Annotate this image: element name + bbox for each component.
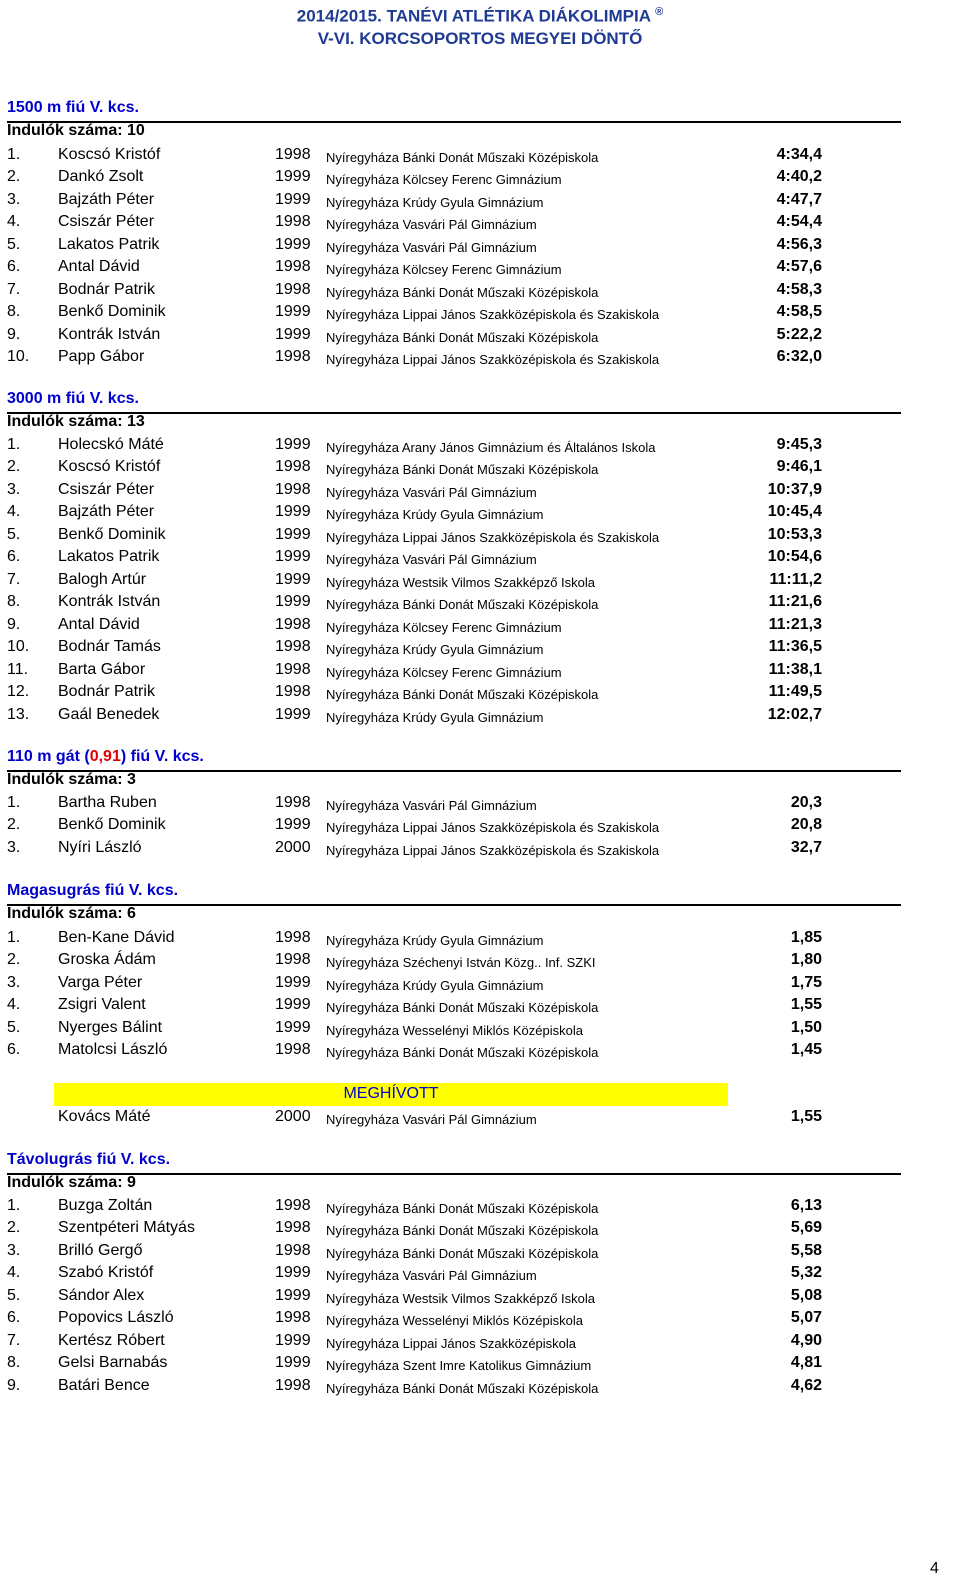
birth-year: 1998 xyxy=(275,661,311,678)
school-name: Nyíregyháza Kölcsey Ferenc Gimnázium xyxy=(326,620,562,635)
rank-cell: 8. xyxy=(7,593,21,610)
invited-banner xyxy=(54,1083,728,1106)
result-value: 4:58,3 xyxy=(776,281,822,298)
birth-year: 1999 xyxy=(275,168,311,185)
school-name: Nyíregyháza Lippai János Szakközépiskola és Szakiskola xyxy=(326,352,660,367)
event-title xyxy=(7,748,204,766)
birth-year: 2000 xyxy=(275,839,311,856)
birth-year: 1998 xyxy=(275,1377,311,1394)
athlete-name: Antal Dávid xyxy=(58,616,140,633)
birth-year: 1998 xyxy=(275,458,311,475)
athlete-name: Brilló Gergő xyxy=(58,1242,143,1259)
athlete-name: Bodnár Tamás xyxy=(58,638,161,655)
rank-cell: 5. xyxy=(7,526,21,543)
result-value: 4:56,3 xyxy=(776,236,822,253)
result-row xyxy=(7,1242,901,1264)
result-row xyxy=(7,974,901,996)
result-row xyxy=(7,616,901,638)
result-value: 11:21,3 xyxy=(768,616,822,633)
result-row xyxy=(7,1309,901,1331)
result-value: 6,13 xyxy=(790,1197,822,1214)
birth-year: 1999 xyxy=(275,1264,311,1281)
athlete-name: Antal Dávid xyxy=(58,258,140,275)
athlete-name: Papp Gábor xyxy=(58,348,145,365)
athlete-name: Lakatos Patrik xyxy=(58,548,160,565)
birth-year: 1999 xyxy=(275,326,311,343)
result-value: 11:36,5 xyxy=(768,638,822,655)
result-row xyxy=(7,1377,901,1399)
result-value: 11:49,5 xyxy=(768,683,822,700)
school-name: Nyíregyháza Vasvári Pál Gimnázium xyxy=(326,485,537,500)
rank-cell: 1. xyxy=(7,1197,21,1214)
athlete-name: Matolcsi László xyxy=(58,1041,168,1058)
rank-cell: 1. xyxy=(7,794,21,811)
athlete-name: Buzga Zoltán xyxy=(58,1197,153,1214)
birth-year: 1998 xyxy=(275,1041,311,1058)
result-value: 1,45 xyxy=(790,1041,822,1058)
athlete-name: Kontrák István xyxy=(58,326,161,343)
school-name: Nyíregyháza Wesselényi Miklós Középiskola xyxy=(326,1313,583,1328)
registered-mark: ® xyxy=(655,6,664,18)
rank-cell: 9. xyxy=(7,1377,21,1394)
school-name: Nyíregyháza Kölcsey Ferenc Gimnázium xyxy=(326,172,562,187)
result-value: 11:21,6 xyxy=(768,593,822,610)
result-row xyxy=(7,503,901,525)
school-name: Nyíregyháza Lippai János Szakközépiskola és Szakiskola xyxy=(326,307,660,322)
result-row xyxy=(7,661,901,683)
result-value: 10:37,9 xyxy=(767,481,822,498)
rank-cell: 4. xyxy=(7,996,21,1013)
rank-cell: 3. xyxy=(7,191,21,208)
result-value: 5,08 xyxy=(790,1287,822,1304)
school-name: Nyíregyháza Bánki Donát Műszaki Középiskola xyxy=(326,150,599,165)
birth-year: 1998 xyxy=(275,638,311,655)
invited-label: MEGHÍVOTT xyxy=(343,1085,439,1102)
rank-cell: 7. xyxy=(7,281,21,298)
athlete-name: Groska Ádám xyxy=(58,951,156,968)
section-divider xyxy=(7,904,901,906)
athlete-name: Bodnár Patrik xyxy=(58,683,155,700)
rank-cell: 2. xyxy=(7,816,21,833)
athlete-name: Benkő Dominik xyxy=(58,816,166,833)
school-name: Nyíregyháza Vasvári Pál Gimnázium xyxy=(326,1112,537,1127)
rank-cell: 7. xyxy=(7,1332,21,1349)
rank-cell: 1. xyxy=(7,146,21,163)
rank-cell: 5. xyxy=(7,1287,21,1304)
birth-year: 1998 xyxy=(275,683,311,700)
birth-year: 1999 xyxy=(275,1332,311,1349)
result-row xyxy=(7,638,901,660)
result-value: 1,85 xyxy=(790,929,822,946)
school-name: Nyíregyháza Westsik Vilmos Szakképző Iskola xyxy=(326,575,596,590)
athlete-name: Holecskó Máté xyxy=(58,436,164,453)
result-value: 4,62 xyxy=(790,1377,822,1394)
event-title: 1500 m fiú V. kcs. xyxy=(7,99,139,116)
school-name: Nyíregyháza Arany János Gimnázium és Általános Iskola xyxy=(326,440,656,455)
birth-year: 1999 xyxy=(275,548,311,565)
school-name: Nyíregyháza Lippai János Szakközépiskola és Szakiskola xyxy=(326,820,660,835)
birth-year: 1999 xyxy=(275,1354,311,1371)
rank-cell: 7. xyxy=(7,571,21,588)
result-row xyxy=(7,1332,901,1354)
doc-title-line2: V-VI. KORCSOPORTOS MEGYEI DÖNTŐ xyxy=(317,29,643,48)
page-number: 4 xyxy=(930,1560,939,1577)
result-value: 5,07 xyxy=(790,1309,822,1326)
section-divider xyxy=(7,770,901,772)
school-name: Nyíregyháza Bánki Donát Műszaki Középiskola xyxy=(326,462,599,477)
entrant-count: Indulók száma: 6 xyxy=(7,905,136,922)
athlete-name: Lakatos Patrik xyxy=(58,236,160,253)
event-title-part: 0,91 xyxy=(89,748,121,765)
result-row xyxy=(7,191,901,213)
event-title-part: 110 m gát ( xyxy=(7,748,90,765)
result-value: 4,81 xyxy=(790,1354,822,1371)
rank-cell: 10. xyxy=(7,638,30,655)
school-name: Nyíregyháza Lippai János Szakközépiskola xyxy=(326,1336,577,1351)
school-name: Nyíregyháza Bánki Donát Műszaki Középiskola xyxy=(326,687,599,702)
result-value: 1,80 xyxy=(790,951,822,968)
rank-cell: 2. xyxy=(7,458,21,475)
athlete-name: Popovics László xyxy=(58,1309,174,1326)
result-row xyxy=(7,458,901,480)
result-row xyxy=(7,481,901,503)
rank-cell: 5. xyxy=(7,1019,21,1036)
result-row xyxy=(7,526,901,548)
athlete-name: Benkő Dominik xyxy=(58,303,166,320)
school-name: Nyíregyháza Krúdy Gyula Gimnázium xyxy=(326,642,544,657)
athlete-name: Csiszár Péter xyxy=(58,481,155,498)
result-row xyxy=(7,593,901,615)
rank-cell: 11. xyxy=(7,661,29,678)
birth-year: 1999 xyxy=(275,996,311,1013)
result-row xyxy=(7,1197,901,1219)
school-name: Nyíregyháza Krúdy Gyula Gimnázium xyxy=(326,933,544,948)
result-value: 10:45,4 xyxy=(767,503,822,520)
entrant-count: Indulók száma: 9 xyxy=(7,1174,136,1191)
rank-cell: 8. xyxy=(7,1354,21,1371)
rank-cell: 3. xyxy=(7,839,21,856)
school-name: Nyíregyháza Vasvári Pál Gimnázium xyxy=(326,217,537,232)
rank-cell: 3. xyxy=(7,481,21,498)
result-row xyxy=(7,929,901,951)
result-value: 1,75 xyxy=(790,974,822,991)
result-row xyxy=(7,303,901,325)
school-name: Nyíregyháza Bánki Donát Műszaki Középiskola xyxy=(326,285,599,300)
birth-year: 1999 xyxy=(275,191,311,208)
birth-year: 1998 xyxy=(275,1309,311,1326)
result-value: 4:58,5 xyxy=(776,303,822,320)
result-value: 4:54,4 xyxy=(776,213,822,230)
result-value: 4,90 xyxy=(790,1332,822,1349)
result-value: 11:11,2 xyxy=(769,571,822,588)
athlete-name: Kontrák István xyxy=(58,593,161,610)
result-row xyxy=(7,548,901,570)
athlete-name: Nyerges Bálint xyxy=(58,1019,163,1036)
birth-year: 1998 xyxy=(275,1197,311,1214)
birth-year: 1998 xyxy=(275,348,311,365)
result-row xyxy=(7,436,901,458)
athlete-name: Dankó Zsolt xyxy=(58,168,144,185)
rank-cell: 13. xyxy=(7,706,30,723)
athlete-name: Bajzáth Péter xyxy=(58,191,155,208)
school-name: Nyíregyháza Kölcsey Ferenc Gimnázium xyxy=(326,665,562,680)
event-title-part: ) fiú V. kcs. xyxy=(120,748,204,765)
birth-year: 1998 xyxy=(275,616,311,633)
school-name: Nyíregyháza Krúdy Gyula Gimnázium xyxy=(326,195,544,210)
athlete-name: Varga Péter xyxy=(58,974,143,991)
rank-cell: 4. xyxy=(7,503,21,520)
result-row xyxy=(7,1041,901,1063)
school-name: Nyíregyháza Vasvári Pál Gimnázium xyxy=(326,240,537,255)
result-row xyxy=(7,213,901,235)
birth-year: 1999 xyxy=(275,974,311,991)
school-name: Nyíregyháza Bánki Donát Műszaki Középiskola xyxy=(326,1246,599,1261)
result-value: 20,8 xyxy=(790,816,822,833)
result-value: 32,7 xyxy=(790,839,822,856)
result-row xyxy=(7,683,901,705)
result-value: 1,55 xyxy=(790,1108,822,1125)
rank-cell: 6. xyxy=(7,548,21,565)
result-value: 1,50 xyxy=(790,1019,822,1036)
result-row xyxy=(7,951,901,973)
entrant-count: Indulók száma: 13 xyxy=(7,413,145,430)
school-name: Nyíregyháza Kölcsey Ferenc Gimnázium xyxy=(326,262,562,277)
athlete-name: Barta Gábor xyxy=(58,661,146,678)
result-row xyxy=(7,1264,901,1286)
school-name: Nyíregyháza Westsik Vilmos Szakképző Iskola xyxy=(326,1291,596,1306)
school-name: Nyíregyháza Krúdy Gyula Gimnázium xyxy=(326,710,544,725)
result-value: 4:47,7 xyxy=(776,191,822,208)
result-row xyxy=(7,281,901,303)
school-name: Nyíregyháza Bánki Donát Műszaki Középiskola xyxy=(326,1201,599,1216)
result-row xyxy=(7,1354,901,1376)
result-row xyxy=(7,348,901,370)
result-value: 10:54,6 xyxy=(767,548,822,565)
school-name: Nyíregyháza Lippai János Szakközépiskola és Szakiskola xyxy=(326,843,660,858)
athlete-name: Ben-Kane Dávid xyxy=(58,929,175,946)
birth-year: 1999 xyxy=(275,503,311,520)
birth-year: 1998 xyxy=(275,951,311,968)
result-row xyxy=(7,258,901,280)
athlete-name: Koscsó Kristóf xyxy=(58,458,161,475)
rank-cell: 9. xyxy=(7,616,21,633)
birth-year: 1999 xyxy=(275,526,311,543)
rank-cell: 5. xyxy=(7,236,21,253)
birth-year: 1998 xyxy=(275,481,311,498)
result-row xyxy=(7,571,901,593)
entrant-count: Indulók száma: 3 xyxy=(7,771,136,788)
birth-year: 1998 xyxy=(275,146,311,163)
result-row xyxy=(7,1019,901,1041)
athlete-name: Nyíri László xyxy=(58,839,142,856)
school-name: Nyíregyháza Bánki Donát Műszaki Középiskola xyxy=(326,1045,599,1060)
athlete-name: Gaál Benedek xyxy=(58,706,160,723)
athlete-name: Szentpéteri Mátyás xyxy=(58,1219,195,1236)
birth-year: 1999 xyxy=(275,593,311,610)
rank-cell: 9. xyxy=(7,326,21,343)
title-text: 2014/2015. TANÉVI ATLÉTIKA DIÁKOLIMPIA xyxy=(296,6,651,26)
rank-cell: 10. xyxy=(7,348,30,365)
school-name: Nyíregyháza Bánki Donát Műszaki Középiskola xyxy=(326,597,599,612)
result-value: 5,69 xyxy=(790,1219,822,1236)
result-row xyxy=(7,146,901,168)
rank-cell: 4. xyxy=(7,213,21,230)
rank-cell: 3. xyxy=(7,1242,21,1259)
school-name: Nyíregyháza Krúdy Gyula Gimnázium xyxy=(326,507,544,522)
birth-year: 1999 xyxy=(275,436,311,453)
athlete-name: Bartha Ruben xyxy=(58,794,157,811)
result-value: 5,32 xyxy=(790,1264,822,1281)
school-name: Nyíregyháza Szent Imre Katolikus Gimnázium xyxy=(326,1358,592,1373)
result-row xyxy=(7,839,901,861)
result-row xyxy=(7,168,901,190)
athlete-name: Kovács Máté xyxy=(58,1108,151,1125)
school-name: Nyíregyháza Vasvári Pál Gimnázium xyxy=(326,798,537,813)
birth-year: 1999 xyxy=(275,571,311,588)
school-name: Nyíregyháza Széchenyi István Közg.. Inf. SZKI xyxy=(326,955,596,970)
rank-cell: 1. xyxy=(7,929,21,946)
athlete-name: Balogh Artúr xyxy=(58,571,147,588)
athlete-name: Bodnár Patrik xyxy=(58,281,155,298)
rank-cell: 2. xyxy=(7,1219,21,1236)
event-title: 3000 m fiú V. kcs. xyxy=(7,390,139,407)
birth-year: 1998 xyxy=(275,794,311,811)
rank-cell: 6. xyxy=(7,1309,21,1326)
result-value: 12:02,7 xyxy=(767,706,822,723)
athlete-name: Benkő Dominik xyxy=(58,526,166,543)
result-row xyxy=(7,816,901,838)
birth-year: 1999 xyxy=(275,1019,311,1036)
result-row xyxy=(7,1287,901,1309)
rank-cell: 8. xyxy=(7,303,21,320)
event-title: Magasugrás fiú V. kcs. xyxy=(7,882,179,899)
rank-cell: 6. xyxy=(7,258,21,275)
result-value: 9:45,3 xyxy=(776,436,822,453)
result-value: 4:57,6 xyxy=(776,258,822,275)
rank-cell: 4. xyxy=(7,1264,21,1281)
athlete-name: Zsigri Valent xyxy=(58,996,146,1013)
result-value: 10:53,3 xyxy=(767,526,822,543)
athlete-name: Kertész Róbert xyxy=(58,1332,165,1349)
school-name: Nyíregyháza Lippai János Szakközépiskola és Szakiskola xyxy=(326,530,660,545)
result-value: 11:38,1 xyxy=(768,661,822,678)
result-value: 6:32,0 xyxy=(776,348,822,365)
birth-year: 1998 xyxy=(275,929,311,946)
school-name: Nyíregyháza Vasvári Pál Gimnázium xyxy=(326,552,537,567)
athlete-name: Bajzáth Péter xyxy=(58,503,155,520)
entrant-count: Indulók száma: 10 xyxy=(7,122,145,139)
result-value: 4:34,4 xyxy=(776,146,822,163)
result-row xyxy=(7,326,901,348)
section-divider xyxy=(7,1173,901,1175)
rank-cell: 12. xyxy=(7,683,30,700)
athlete-name: Sándor Alex xyxy=(58,1287,145,1304)
birth-year: 1999 xyxy=(275,816,311,833)
result-value: 20,3 xyxy=(790,794,822,811)
result-row xyxy=(7,996,901,1018)
birth-year: 1998 xyxy=(275,258,311,275)
result-value: 4:40,2 xyxy=(776,168,822,185)
result-row xyxy=(7,236,901,258)
birth-year: 1998 xyxy=(275,213,311,230)
birth-year: 1998 xyxy=(275,281,311,298)
school-name: Nyíregyháza Vasvári Pál Gimnázium xyxy=(326,1268,537,1283)
result-value: 5,58 xyxy=(790,1242,822,1259)
athlete-name: Koscsó Kristóf xyxy=(58,146,161,163)
athlete-name: Szabó Kristóf xyxy=(58,1264,154,1281)
school-name: Nyíregyháza Bánki Donát Műszaki Középiskola xyxy=(326,1000,599,1015)
rank-cell: 2. xyxy=(7,168,21,185)
doc-title-line1 xyxy=(0,6,960,27)
result-value: 5:22,2 xyxy=(776,326,822,343)
school-name: Nyíregyháza Bánki Donát Műszaki Középiskola xyxy=(326,1381,599,1396)
rank-cell: 3. xyxy=(7,974,21,991)
rank-cell: 1. xyxy=(7,436,21,453)
birth-year: 1999 xyxy=(275,303,311,320)
birth-year: 2000 xyxy=(275,1108,311,1125)
result-row xyxy=(7,1219,901,1241)
invited-row xyxy=(7,1108,901,1130)
birth-year: 1998 xyxy=(275,1219,311,1236)
result-value: 9:46,1 xyxy=(776,458,822,475)
result-row xyxy=(7,794,901,816)
result-row xyxy=(7,706,901,728)
event-title: Távolugrás fiú V. kcs. xyxy=(7,1151,171,1168)
result-value: 1,55 xyxy=(790,996,822,1013)
athlete-name: Batári Bence xyxy=(58,1377,150,1394)
rank-cell: 2. xyxy=(7,951,21,968)
school-name: Nyíregyháza Bánki Donát Műszaki Középiskola xyxy=(326,330,599,345)
birth-year: 1999 xyxy=(275,1287,311,1304)
school-name: Nyíregyháza Krúdy Gyula Gimnázium xyxy=(326,978,544,993)
birth-year: 1998 xyxy=(275,1242,311,1259)
athlete-name: Csiszár Péter xyxy=(58,213,155,230)
school-name: Nyíregyháza Bánki Donát Műszaki Középiskola xyxy=(326,1223,599,1238)
birth-year: 1999 xyxy=(275,706,311,723)
birth-year: 1999 xyxy=(275,236,311,253)
athlete-name: Gelsi Barnabás xyxy=(58,1354,168,1371)
rank-cell: 6. xyxy=(7,1041,21,1058)
school-name: Nyíregyháza Wesselényi Miklós Középiskola xyxy=(326,1023,583,1038)
